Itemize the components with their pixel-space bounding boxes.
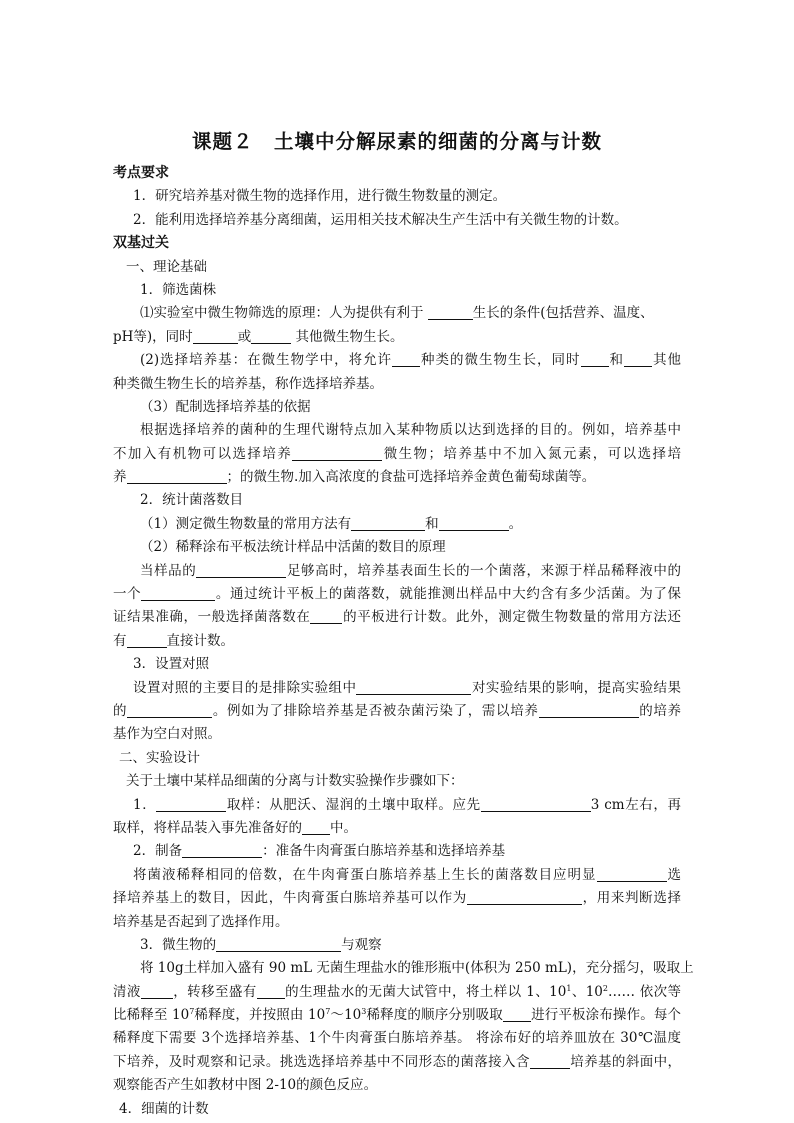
blank (351, 515, 425, 531)
part-heading-theory: 一、理论基础 (126, 258, 207, 275)
blank (292, 445, 382, 461)
subheading: （2）稀释涂布平板法统计样品中活菌的数目的原理 (140, 539, 446, 556)
paragraph-line: 一个 。通过统计平板上的菌落数，就能推测出样品中大约含有多少活菌。为了保 (113, 586, 682, 603)
paragraph-line: 养 ；的微生物.加入高浓度的食盐可选择培养金黄色葡萄球菌等。 (113, 469, 596, 486)
blank (481, 796, 591, 812)
paragraph-line: 稀释度下需要 3个选择培养基、1个牛肉膏蛋白胨培养基。 将涂布好的培养皿放在 30℃温度 (113, 1030, 681, 1047)
paragraph-line: 证结果准确，一般选择菌落数在 的平板进行计数。此外，测定微生物数量的常用方法还 (113, 609, 682, 626)
blank (156, 796, 226, 812)
blank (127, 632, 167, 648)
page-title: 课题２ 土壤中分解尿素的细菌的分离与计数 (191, 130, 602, 153)
blank (310, 608, 342, 624)
subheading: （3）配制选择培养基的依据 (140, 398, 311, 415)
paragraph-line: 2．制备 ：准备牛肉膏蛋白胨培养基和选择培养基 (133, 843, 506, 860)
blank (539, 702, 639, 718)
paragraph-line: 将菌液稀释相同的倍数，在牛肉膏蛋白胨培养基上生长的菌落数目应明显 选 (133, 866, 682, 883)
blank (581, 351, 609, 367)
paragraph-line: 关于土壤中某样品细菌的分离与计数实验操作步骤如下： (126, 773, 464, 790)
paragraph-line: （1）测定微生物数量的常用方法有 和 。 (140, 515, 523, 532)
paragraph-line: 取样，将样品装入事先准备好的 中。 (113, 819, 357, 836)
paragraph-line: 下培养，及时观察和记录。挑选选择培养基中不同形态的菌落接入含 培养基的斜面中， (113, 1053, 682, 1070)
paragraph-line: 1． 取样：从肥沃、湿润的土壤中取样。应先 3 cm左右，再 (133, 796, 682, 813)
blank (127, 702, 212, 718)
subheading-control: 3．设置对照 (133, 656, 210, 673)
blank (392, 351, 420, 367)
paragraph-line: ⑴实验室中微生物筛选的原理：人为提供有利于 生长的条件(包括营养、温度、 (140, 305, 654, 322)
blank (503, 1006, 531, 1022)
blank (251, 328, 291, 344)
subheading-count: 2．统计菌落数目 (140, 492, 244, 509)
blank (356, 679, 471, 695)
blank (216, 936, 341, 952)
requirement-1: 1．研究培养基对微生物的选择作用，进行微生物数量的测定。 (133, 188, 507, 205)
paragraph-line: 根据选择培养的菌种的生理代谢特点加入某种物质以达到选择的目的。例如，培养基中 (140, 422, 681, 439)
subheading-screening: 1．筛选菌株 (140, 281, 217, 298)
blank (182, 842, 262, 858)
blank (597, 866, 667, 882)
blank (193, 328, 238, 344)
paragraph-line: 基作为空白对照。 (113, 726, 221, 743)
paragraph-line: 3．微生物的 与观察 (140, 936, 382, 953)
document-body (113, 162, 694, 1121)
blank (302, 819, 330, 835)
paragraph-line: 的 。例如为了排除培养基是否被杂菌污染了，需以培养 的培养 (113, 702, 682, 719)
paragraph-line: 不加入有机物可以选择培养 微生物；培养基中不加入氮元素，可以选择培 (113, 445, 681, 462)
paragraph-line: 当样品的 足够高时，培养基表面生长的一个菌落，来源于样品稀释液中的 (140, 562, 681, 579)
paragraph-line: 清液 ，转移至盛有 的生理盐水的无菌大试管中，将土样以 1、$10^1$、$10^2\dots\dots$ 依次等 (113, 983, 682, 1000)
paragraph-line: 培养基是否起到了选择作用。 (113, 913, 289, 930)
blank (428, 304, 473, 320)
blank (141, 585, 215, 601)
paragraph-line: 择培养基上的数目，因此，牛肉膏蛋白胨培养基可以作为 ，用来判断选择 (113, 890, 681, 907)
part-heading-design: 二、实验设计 (119, 749, 200, 766)
blank (257, 983, 285, 999)
section-heading-basics: 双基过关 (113, 235, 169, 252)
blank (141, 983, 173, 999)
blank (196, 562, 286, 578)
blank (530, 1053, 570, 1069)
subheading-bacteria-count: 4．细菌的计数 (119, 1100, 209, 1117)
paragraph-line: pH等)，同时 或 其他微生物生长。 (113, 328, 404, 345)
blank (467, 889, 582, 905)
paragraph-line: 有 直接计数。 (113, 632, 234, 649)
paragraph-line: (2)选择培养基：在微生物学中，将允许 种类的微生物生长，同时 和 其他 (140, 352, 682, 369)
paragraph-line: 设置对照的主要目的是排除实验组中 对实验结果的影响，提高实验结果 (133, 679, 682, 696)
requirement-2: 2．能利用选择培养基分离细菌，运用相关技术解决生产生活中有关微生物的计数。 (133, 211, 628, 228)
paragraph-line: 种类微生物生长的培养基，称作选择培养基。 (113, 375, 383, 392)
blank (127, 468, 227, 484)
paragraph-line: 比稀释至 $10^7$稀释度，并按照由 $10^7\sim 10^3$稀释度的顺序分别吸取 进行平板涂布操作。每个 (113, 1007, 681, 1024)
section-heading-requirements: 考点要求 (113, 165, 169, 181)
paragraph-line: 将 10g土样加入盛有 90 mL 无菌生理盐水的锥形瓶中(体积为 250 mL)，充分摇匀，吸取上 (140, 960, 694, 977)
paragraph-line: 观察能否产生如教材中图 2-10的颜色反应。 (113, 1077, 378, 1094)
blank (439, 515, 509, 531)
blank (624, 351, 652, 367)
